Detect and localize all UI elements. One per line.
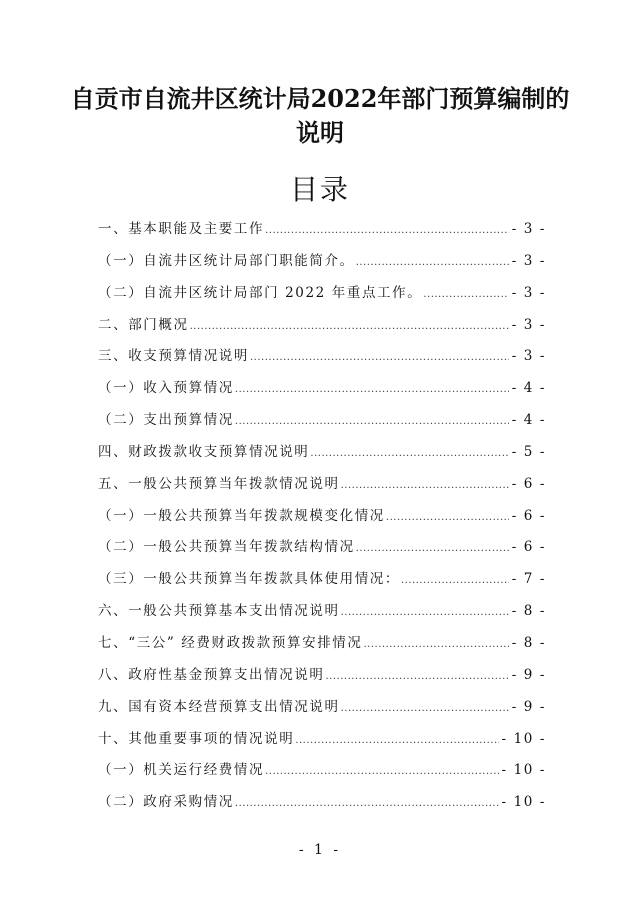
toc-dot-leader (265, 756, 498, 788)
toc-entry[interactable] (98, 692, 546, 724)
toc-entry-label: 七、“三公” 经费财政拨款预算安排情况 (98, 634, 363, 651)
toc-entry-label: （二）一般公共预算当年拨款结构情况 (98, 539, 355, 556)
toc-entry[interactable] (98, 373, 546, 405)
toc-dot-leader (341, 597, 509, 629)
toc-entry-page-number: - 3 - (511, 221, 546, 237)
toc-entry[interactable] (98, 469, 546, 501)
toc-entry-label: （一）机关运行经费情况 (98, 762, 265, 779)
toc-entry[interactable] (98, 724, 546, 756)
toc-entry-label: 十、其他重要事项的情况说明 (98, 730, 295, 747)
toc-entry-label: 二、部门概况 (98, 316, 189, 333)
toc-entry-label: （一）一般公共预算当年拨款规模变化情况 (98, 507, 385, 524)
toc-dot-leader (364, 629, 509, 661)
toc-dot-leader (265, 215, 509, 247)
toc-dot-leader (341, 470, 509, 502)
toc-entry[interactable] (98, 214, 546, 246)
toc-entry-label: （一）自流井区统计局部门职能简介。 (98, 252, 355, 269)
document-title (0, 82, 640, 150)
toc-entry-page-number: - 3 - (511, 316, 546, 333)
toc-entry[interactable] (98, 564, 546, 596)
toc-dot-leader (401, 565, 509, 597)
toc-dot-leader (423, 279, 508, 311)
toc-entry[interactable] (98, 278, 546, 310)
toc-heading: 目录 (289, 173, 350, 206)
toc-entry-page-number: - 8 - (511, 634, 546, 651)
toc-entry-page-number: - 3 - (511, 252, 546, 269)
toc-dot-leader (386, 502, 509, 534)
toc-entry[interactable] (98, 405, 546, 437)
document-title-line-2: 说明 (296, 118, 344, 147)
toc-entry-page-number: - 10 - (501, 730, 546, 747)
toc-entry-label: （二）政府采购情况 (98, 794, 234, 811)
toc-entry-page-number: - 7 - (511, 571, 546, 588)
toc-entry-page-number: - 4 - (511, 380, 546, 397)
toc-entry-page-number: - 8 - (511, 603, 546, 620)
toc-dot-leader (235, 374, 509, 406)
toc-entry-label: 八、政府性基金预算支出情况说明 (98, 666, 325, 683)
toc-entry-label: 一、基本职能及主要工作 (98, 221, 265, 237)
toc-dot-leader (310, 438, 508, 470)
toc-dot-leader (326, 661, 509, 693)
toc-entry[interactable] (98, 437, 546, 469)
toc-entry-page-number: - 6 - (511, 507, 546, 524)
document-title-line-1: 自贡市自流井区统计局2022年部门预算编制的 (70, 84, 570, 113)
page-number: - 1 - (298, 842, 342, 858)
toc-entry[interactable] (98, 660, 546, 692)
toc-entry-page-number: - 5 - (511, 443, 546, 460)
toc-entry[interactable] (98, 501, 546, 533)
toc-entry-label: 六、一般公共预算基本支出情况说明 (98, 603, 340, 620)
toc-entry[interactable] (98, 755, 546, 787)
toc-dot-leader (235, 406, 509, 438)
toc-entry-label: （三）一般公共预算当年拨款具体使用情况： (98, 571, 400, 588)
toc-entry[interactable] (98, 596, 546, 628)
toc-entry-page-number: - 3 - (511, 284, 546, 301)
toc-dot-leader (356, 247, 509, 279)
toc-entry-label: （二）自流井区统计局部门 2022 年重点工作。 (98, 284, 423, 301)
toc-entry-label: （二）支出预算情况 (98, 412, 234, 429)
table-of-contents (98, 214, 546, 819)
toc-entry-label: 四、财政拨款收支预算情况说明 (98, 443, 310, 460)
toc-entry[interactable] (98, 341, 546, 373)
toc-entry-label: （一）收入预算情况 (98, 380, 234, 397)
toc-entry[interactable] (98, 310, 546, 342)
toc-entry-label: 五、一般公共预算当年拨款情况说明 (98, 475, 340, 492)
toc-entry-page-number: - 6 - (511, 475, 546, 492)
toc-entry-label: 九、国有资本经营预算支出情况说明 (98, 698, 340, 715)
toc-entry[interactable] (98, 628, 546, 660)
toc-entry-page-number: - 3 - (511, 348, 546, 365)
toc-dot-leader (190, 311, 509, 343)
toc-entry-label: 三、收支预算情况说明 (98, 348, 249, 365)
toc-entry[interactable] (98, 246, 546, 278)
toc-entry-page-number: - 4 - (511, 412, 546, 429)
toc-dot-leader (341, 693, 509, 725)
toc-entry-page-number: - 6 - (511, 539, 546, 556)
toc-dot-leader (356, 533, 509, 565)
toc-dot-leader (235, 788, 499, 820)
toc-entry-page-number: - 9 - (511, 666, 546, 683)
toc-dot-leader (250, 342, 509, 374)
toc-entry-page-number: - 10 - (501, 794, 546, 811)
toc-entry[interactable] (98, 532, 546, 564)
toc-entry-page-number: - 10 - (501, 762, 546, 779)
toc-dot-leader (295, 725, 498, 757)
toc-entry[interactable] (98, 787, 546, 819)
toc-entry-page-number: - 9 - (511, 698, 546, 715)
